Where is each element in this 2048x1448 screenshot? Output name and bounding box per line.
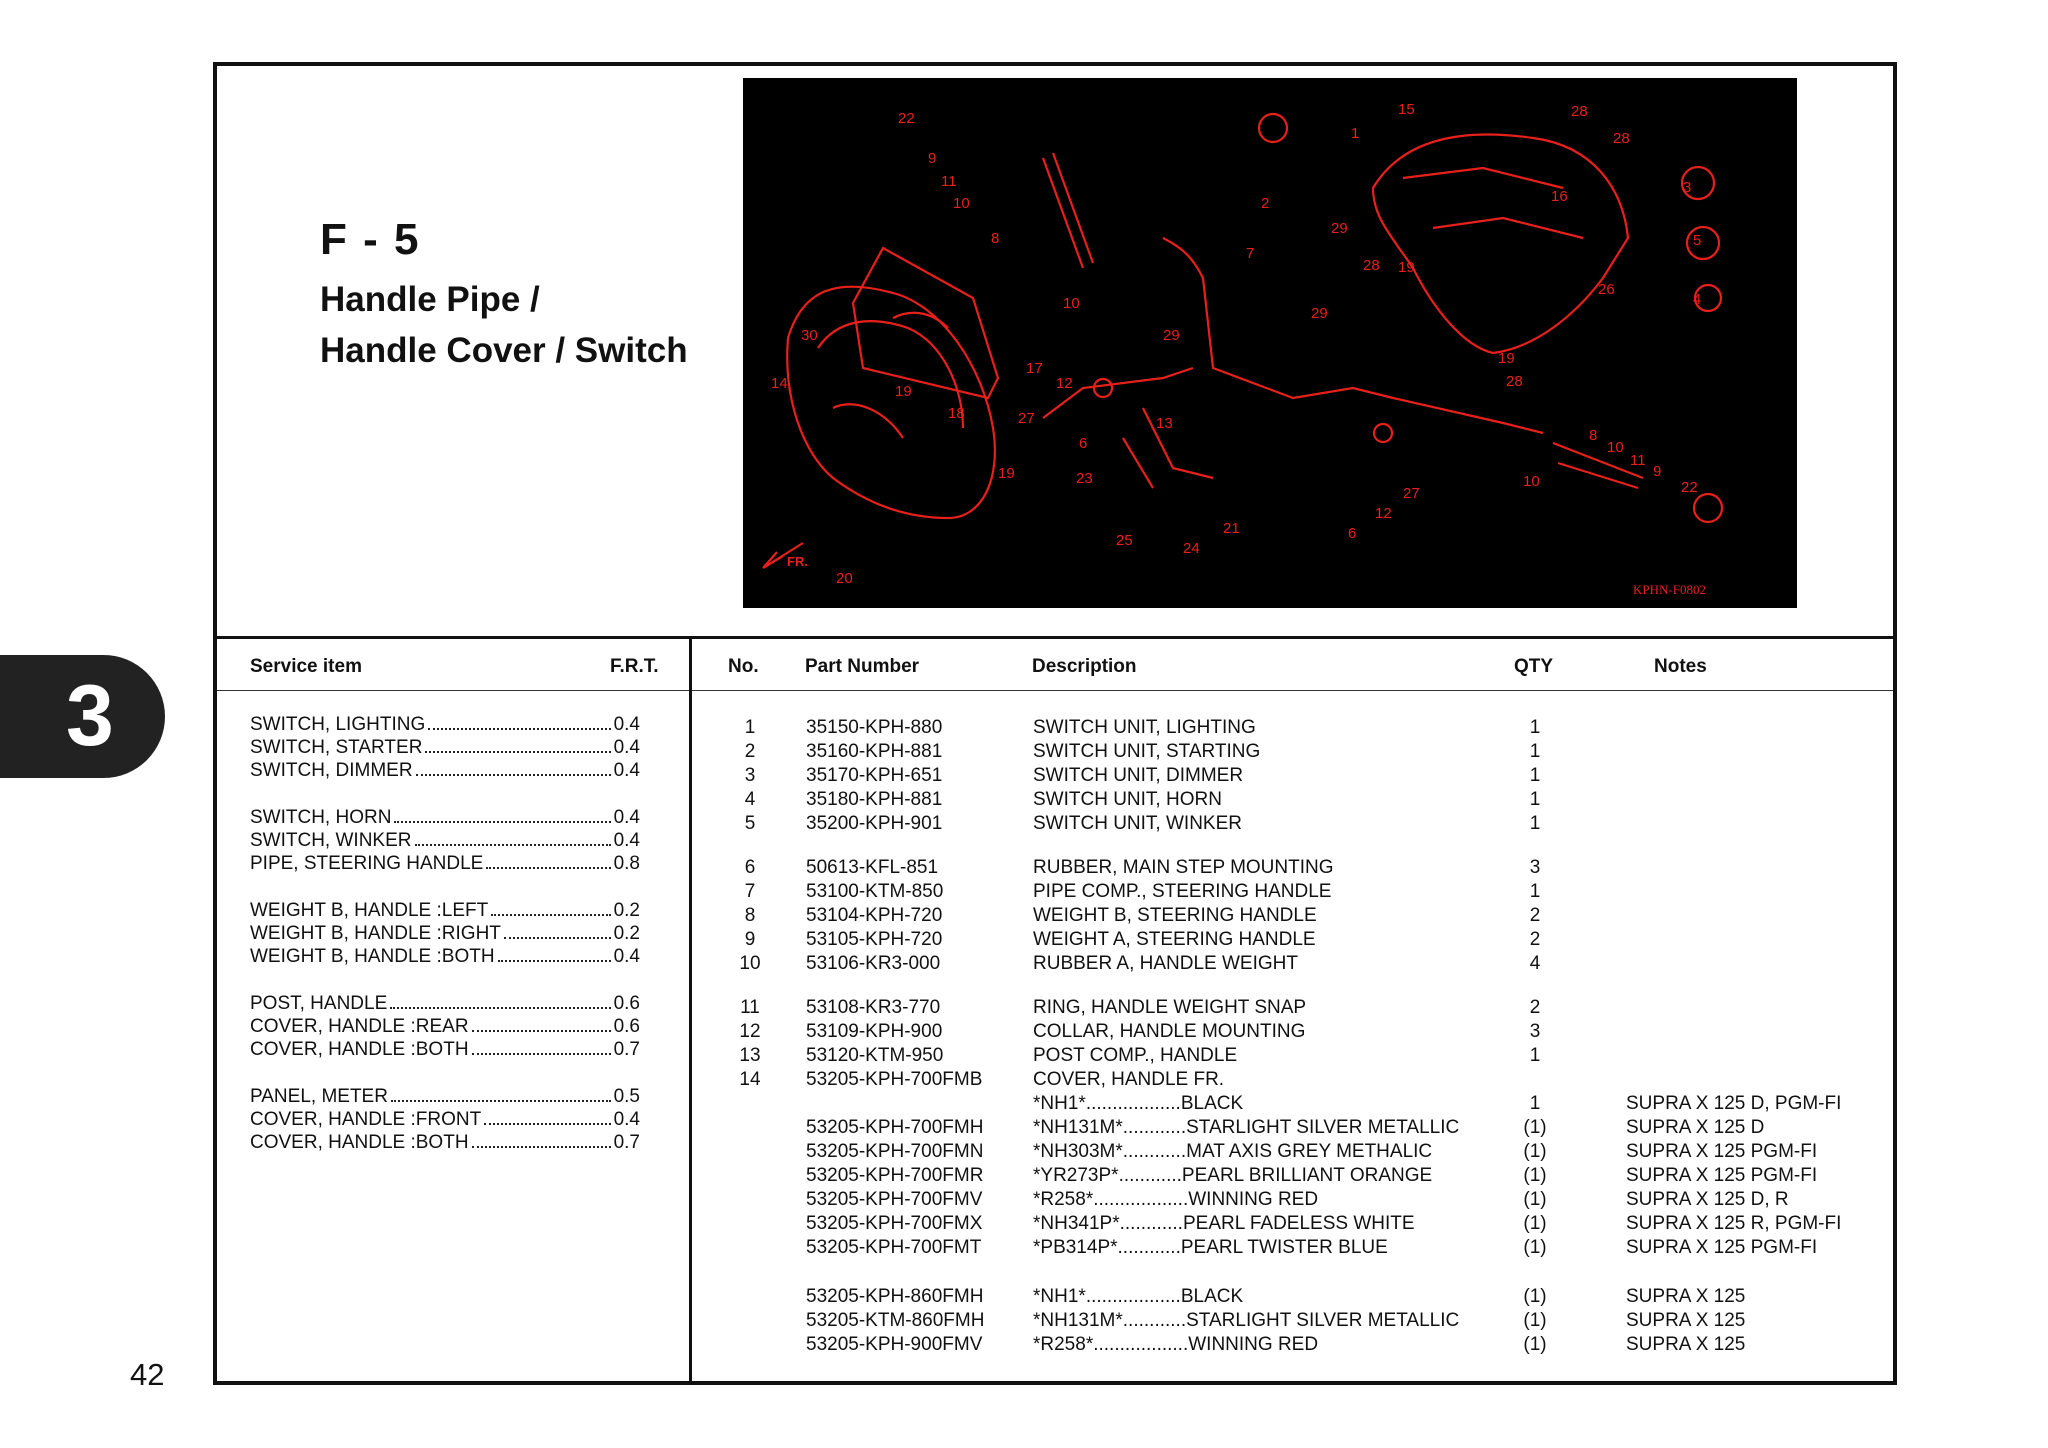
part-description: SWITCH UNIT, LIGHTING bbox=[1033, 717, 1256, 738]
color-variant bbox=[1033, 1237, 1473, 1261]
service-item bbox=[250, 807, 640, 830]
callout-10: 10 bbox=[953, 195, 970, 212]
callout-2: 2 bbox=[1261, 195, 1270, 212]
section-divider bbox=[213, 636, 1897, 639]
qty-header: QTY bbox=[1514, 656, 1554, 677]
service-frt: 0.4 bbox=[613, 760, 640, 781]
part-switch-5 bbox=[1687, 227, 1719, 259]
fr-label: FR. bbox=[787, 554, 808, 569]
color-code: *R258* bbox=[1033, 1334, 1094, 1355]
leader-dots bbox=[504, 937, 611, 939]
callout-13: 13 bbox=[1156, 415, 1173, 432]
part-notes: SUPRA X 125 D bbox=[1626, 1117, 1765, 1138]
part-description: SWITCH UNIT, DIMMER bbox=[1033, 765, 1244, 786]
part-collar-a bbox=[1094, 379, 1112, 397]
color-variant bbox=[1033, 1165, 1473, 1189]
color-name: STARLIGHT SILVER METALLIC bbox=[1186, 1310, 1460, 1331]
callout-28d: 28 bbox=[1506, 373, 1523, 390]
color-name: WINNING RED bbox=[1188, 1189, 1319, 1210]
service-frt: 0.4 bbox=[613, 737, 640, 758]
service-item bbox=[250, 737, 640, 760]
color-name: PEARL FADELESS WHITE bbox=[1182, 1213, 1415, 1234]
leader-dots bbox=[484, 1123, 610, 1125]
callout-20: 20 bbox=[836, 570, 853, 587]
service-frt: 0.8 bbox=[613, 853, 640, 874]
callout-5: 5 bbox=[1693, 232, 1702, 249]
leader-dots: .................. bbox=[1085, 1093, 1181, 1114]
leader-dots bbox=[425, 751, 610, 753]
service-label: SWITCH, LIGHTING bbox=[250, 714, 426, 735]
leader-dots bbox=[428, 728, 610, 730]
leader-dots bbox=[394, 821, 610, 823]
color-name: WINNING RED bbox=[1188, 1334, 1319, 1355]
leader-dots bbox=[415, 844, 611, 846]
service-item bbox=[250, 923, 640, 946]
part-number: 53205-KPH-700FMN bbox=[806, 1141, 984, 1162]
color-variant bbox=[1033, 1117, 1473, 1141]
callout-19d: 19 bbox=[1498, 350, 1515, 367]
part-qty: (1) bbox=[1523, 1165, 1547, 1186]
leader-dots bbox=[472, 1146, 611, 1148]
leader-dots bbox=[416, 774, 611, 776]
service-item bbox=[250, 1132, 640, 1155]
service-item bbox=[250, 830, 640, 853]
part-no: 3 bbox=[744, 765, 756, 786]
callout-9: 9 bbox=[928, 150, 937, 167]
no-header: No. bbox=[728, 656, 759, 677]
service-label: SWITCH, HORN bbox=[250, 807, 392, 828]
callout-19b: 19 bbox=[998, 465, 1015, 482]
diagram-code-label: KPHN-F0802 bbox=[1633, 582, 1706, 597]
color-code: *NH131M* bbox=[1033, 1117, 1123, 1138]
service-label: PANEL, METER bbox=[250, 1086, 388, 1107]
leader-dots: .................. bbox=[1093, 1334, 1189, 1355]
part-notes: SUPRA X 125 bbox=[1626, 1334, 1746, 1355]
part-number-header: Part Number bbox=[805, 656, 920, 677]
callout-9b: 9 bbox=[1653, 463, 1662, 480]
color-variant bbox=[1033, 1213, 1473, 1237]
service-item-header: Service item bbox=[250, 656, 362, 677]
part-no: 12 bbox=[739, 1021, 761, 1042]
part-no: 4 bbox=[744, 789, 756, 810]
callout-12: 12 bbox=[1056, 375, 1073, 392]
callout-19c: 19 bbox=[1398, 259, 1415, 276]
part-number: 35170-KPH-651 bbox=[806, 765, 943, 786]
callout-18: 18 bbox=[948, 405, 965, 422]
part-number: 53120-KTM-950 bbox=[806, 1045, 944, 1066]
service-item bbox=[250, 1039, 640, 1062]
part-qty: 1 bbox=[1529, 765, 1541, 786]
color-code: *R258* bbox=[1033, 1189, 1094, 1210]
callout-21: 21 bbox=[1223, 520, 1240, 537]
rear-cover-outline bbox=[1373, 135, 1628, 353]
color-code: *NH131M* bbox=[1033, 1310, 1123, 1331]
part-number: 53205-KPH-700FMX bbox=[806, 1213, 983, 1234]
part-qty: 1 bbox=[1529, 1093, 1541, 1114]
part-qty: 1 bbox=[1529, 813, 1541, 834]
callout-26: 26 bbox=[1598, 281, 1615, 298]
leader-dots: .................. bbox=[1085, 1286, 1181, 1307]
callout-10b: 10 bbox=[1063, 295, 1080, 312]
service-frt: 0.5 bbox=[613, 1086, 640, 1107]
callout-12b: 12 bbox=[1375, 505, 1392, 522]
service-frt: 0.4 bbox=[613, 714, 640, 735]
part-number: 53205-KPH-700FMB bbox=[806, 1069, 983, 1090]
part-number: 35200-KPH-901 bbox=[806, 813, 943, 834]
service-label: SWITCH, STARTER bbox=[250, 737, 423, 758]
color-variant bbox=[1033, 1286, 1473, 1310]
leader-dots bbox=[472, 1053, 611, 1055]
leader-dots bbox=[391, 1100, 611, 1102]
front-cover-inner bbox=[818, 321, 963, 438]
part-no: 2 bbox=[744, 741, 756, 762]
callout-6: 6 bbox=[1079, 435, 1088, 452]
service-label: SWITCH, WINKER bbox=[250, 830, 412, 851]
part-number: 53105-KPH-720 bbox=[806, 929, 943, 950]
service-label: COVER, HANDLE :BOTH bbox=[250, 1132, 469, 1153]
part-no: 1 bbox=[744, 717, 756, 738]
part-number: 53106-KR3-000 bbox=[806, 953, 941, 974]
part-qty: 1 bbox=[1529, 741, 1541, 762]
part-number: 53205-KTM-860FMH bbox=[806, 1310, 985, 1331]
part-qty: (1) bbox=[1523, 1310, 1547, 1331]
service-label: POST, HANDLE bbox=[250, 993, 388, 1014]
part-notes: SUPRA X 125 bbox=[1626, 1286, 1746, 1307]
callout-10d: 10 bbox=[1523, 473, 1540, 490]
leader-dots: ............ bbox=[1117, 1237, 1181, 1258]
service-frt: 0.6 bbox=[613, 993, 640, 1014]
part-description: PIPE COMP., STEERING HANDLE bbox=[1033, 881, 1332, 902]
part-switch-1 bbox=[1259, 114, 1287, 142]
part-description: SWITCH UNIT, WINKER bbox=[1033, 813, 1242, 834]
description-header: Description bbox=[1032, 656, 1137, 677]
color-code: *NH1* bbox=[1033, 1286, 1086, 1307]
service-label: SWITCH, DIMMER bbox=[250, 760, 413, 781]
part-no: 14 bbox=[739, 1069, 761, 1090]
callout-30: 30 bbox=[801, 327, 818, 344]
service-frt: 0.4 bbox=[613, 830, 640, 851]
part-notes: SUPRA X 125 R, PGM-FI bbox=[1626, 1213, 1842, 1234]
part-number: 53205-KPH-700FMT bbox=[806, 1237, 982, 1258]
color-variant bbox=[1033, 1310, 1473, 1334]
callout-7: 7 bbox=[1246, 245, 1255, 262]
leader-dots: ............ bbox=[1122, 1141, 1187, 1162]
color-code: *NH1* bbox=[1033, 1093, 1086, 1114]
part-qty: 3 bbox=[1529, 857, 1541, 878]
leader-dots bbox=[498, 960, 611, 962]
part-number: 53108-KR3-770 bbox=[806, 997, 941, 1018]
callout-22b: 22 bbox=[1681, 479, 1698, 496]
service-item bbox=[250, 760, 640, 783]
section-title-line2: Handle Cover / Switch bbox=[320, 331, 688, 370]
part-number: 53104-KPH-720 bbox=[806, 905, 943, 926]
callout-29: 29 bbox=[1163, 327, 1180, 344]
part-description: RUBBER A, HANDLE WEIGHT bbox=[1033, 953, 1298, 974]
service-item bbox=[250, 1016, 640, 1039]
service-item bbox=[250, 714, 640, 737]
chapter-tab bbox=[0, 655, 165, 778]
callout-28b: 28 bbox=[1613, 130, 1630, 147]
part-qty: (1) bbox=[1523, 1334, 1547, 1355]
color-code: *NH303M* bbox=[1033, 1141, 1123, 1162]
service-label: WEIGHT B, HANDLE :LEFT bbox=[250, 900, 489, 921]
part-no: 8 bbox=[744, 905, 756, 926]
color-variant bbox=[1033, 1141, 1473, 1165]
service-frt: 0.4 bbox=[613, 1109, 640, 1130]
part-weight-r bbox=[1694, 494, 1722, 522]
color-name: STARLIGHT SILVER METALLIC bbox=[1186, 1117, 1460, 1138]
part-description: RING, HANDLE WEIGHT SNAP bbox=[1033, 997, 1307, 1018]
callout-28c: 28 bbox=[1363, 257, 1380, 274]
part-number: 53205-KPH-900FMV bbox=[806, 1334, 983, 1355]
service-label: PIPE, STEERING HANDLE bbox=[250, 853, 484, 874]
column-divider bbox=[689, 638, 692, 1385]
leader-dots: .................. bbox=[1093, 1189, 1189, 1210]
part-number: 35180-KPH-881 bbox=[806, 789, 943, 810]
service-frt: 0.7 bbox=[613, 1039, 640, 1060]
part-qty: 1 bbox=[1529, 1045, 1541, 1066]
service-label: COVER, HANDLE :REAR bbox=[250, 1016, 469, 1037]
notes-header: Notes bbox=[1654, 656, 1707, 677]
callout-1: 1 bbox=[1351, 125, 1360, 142]
handle-pipe bbox=[1163, 238, 1543, 433]
part-description: POST COMP., HANDLE bbox=[1033, 1045, 1238, 1066]
callout-3: 3 bbox=[1683, 179, 1692, 196]
part-no: 5 bbox=[744, 813, 756, 834]
part-qty: 2 bbox=[1529, 905, 1541, 926]
callout-6b: 6 bbox=[1348, 525, 1357, 542]
part-no: 9 bbox=[744, 929, 756, 950]
part-notes: SUPRA X 125 D, PGM-FI bbox=[1626, 1093, 1842, 1114]
section-title-line1: Handle Pipe / bbox=[320, 280, 540, 319]
callout-27b: 27 bbox=[1403, 485, 1420, 502]
callout-22: 22 bbox=[898, 110, 915, 127]
service-frt: 0.7 bbox=[613, 1132, 640, 1153]
color-name: MAT AXIS GREY METHALIC bbox=[1186, 1141, 1433, 1162]
part-description: COLLAR, HANDLE MOUNTING bbox=[1033, 1021, 1306, 1042]
color-code: *YR273P* bbox=[1033, 1165, 1119, 1186]
part-description: WEIGHT A, STEERING HANDLE bbox=[1033, 929, 1316, 950]
color-code: *NH341P* bbox=[1033, 1213, 1120, 1234]
callout-4: 4 bbox=[1693, 291, 1702, 308]
part-no: 11 bbox=[740, 997, 760, 1018]
left-weight bbox=[1043, 153, 1093, 268]
callout-25: 25 bbox=[1116, 532, 1133, 549]
leader-dots bbox=[472, 1030, 611, 1032]
service-frt: 0.2 bbox=[613, 923, 640, 944]
part-description: SWITCH UNIT, HORN bbox=[1033, 789, 1222, 810]
color-variant bbox=[1033, 1093, 1473, 1117]
callout-14: 14 bbox=[771, 375, 788, 392]
part-notes: SUPRA X 125 PGM-FI bbox=[1626, 1237, 1818, 1258]
part-collar-b bbox=[1374, 424, 1392, 442]
callout-27: 27 bbox=[1018, 410, 1035, 427]
color-variant bbox=[1033, 1189, 1473, 1213]
part-number: 53205-KPH-860FMH bbox=[806, 1286, 984, 1307]
color-variant bbox=[1033, 1334, 1473, 1358]
leader-dots: ............ bbox=[1122, 1117, 1187, 1138]
part-number: 53109-KPH-900 bbox=[806, 1021, 943, 1042]
diagram-svg bbox=[743, 78, 1797, 608]
part-notes: SUPRA X 125 PGM-FI bbox=[1626, 1141, 1818, 1162]
callout-15: 15 bbox=[1398, 101, 1415, 118]
service-item bbox=[250, 993, 640, 1016]
part-no: 10 bbox=[739, 953, 761, 974]
part-qty: (1) bbox=[1523, 1286, 1547, 1307]
callout-11: 11 bbox=[941, 173, 957, 190]
service-frt: 0.2 bbox=[613, 900, 640, 921]
part-qty: (1) bbox=[1523, 1213, 1547, 1234]
service-label: WEIGHT B, HANDLE :RIGHT bbox=[250, 923, 501, 944]
part-number: 53205-KPH-700FMR bbox=[806, 1165, 984, 1186]
part-notes: SUPRA X 125 bbox=[1626, 1310, 1746, 1331]
part-number: 53205-KPH-700FMH bbox=[806, 1117, 984, 1138]
part-qty: 3 bbox=[1529, 1021, 1541, 1042]
part-description: RUBBER, MAIN STEP MOUNTING bbox=[1033, 857, 1334, 878]
callout-8: 8 bbox=[991, 230, 1000, 247]
part-qty: 4 bbox=[1529, 953, 1541, 974]
part-no: 13 bbox=[739, 1045, 761, 1066]
part-qty: 1 bbox=[1529, 717, 1541, 738]
part-no: 6 bbox=[744, 857, 756, 878]
color-name: PEARL BRILLIANT ORANGE bbox=[1181, 1165, 1433, 1186]
service-label: COVER, HANDLE :FRONT bbox=[250, 1109, 482, 1130]
service-label: COVER, HANDLE :BOTH bbox=[250, 1039, 469, 1060]
leader-dots: ............ bbox=[1118, 1165, 1182, 1186]
callout-29b: 29 bbox=[1331, 220, 1348, 237]
part-number: 53100-KTM-850 bbox=[806, 881, 944, 902]
service-item bbox=[250, 1109, 640, 1132]
color-name: BLACK bbox=[1180, 1093, 1244, 1114]
part-description: COVER, HANDLE FR. bbox=[1033, 1069, 1225, 1090]
part-description: SWITCH UNIT, STARTING bbox=[1033, 741, 1261, 762]
part-notes: SUPRA X 125 D, R bbox=[1626, 1189, 1789, 1210]
callout-23: 23 bbox=[1076, 470, 1093, 487]
leader-dots bbox=[491, 914, 610, 916]
service-item bbox=[250, 900, 640, 923]
callout-11b: 11 bbox=[1630, 452, 1646, 469]
part-qty: 1 bbox=[1529, 789, 1541, 810]
service-frt: 0.6 bbox=[613, 1016, 640, 1037]
front-cover-outline bbox=[787, 287, 995, 518]
service-item bbox=[250, 1086, 640, 1109]
service-item bbox=[250, 853, 640, 876]
part-number: 35160-KPH-881 bbox=[806, 741, 943, 762]
color-name: PEARL TWISTER BLUE bbox=[1180, 1237, 1388, 1258]
part-description: WEIGHT B, STEERING HANDLE bbox=[1033, 905, 1317, 926]
part-qty: 2 bbox=[1529, 929, 1541, 950]
callout-17: 17 bbox=[1026, 360, 1043, 377]
service-item bbox=[250, 946, 640, 969]
section-code: F - 5 bbox=[320, 215, 421, 264]
part-qty: (1) bbox=[1523, 1237, 1547, 1258]
leader-dots: ............ bbox=[1122, 1310, 1187, 1331]
part-number: 50613-KFL-851 bbox=[806, 857, 939, 878]
part-notes: SUPRA X 125 PGM-FI bbox=[1626, 1165, 1818, 1186]
exploded-parts-diagram bbox=[743, 78, 1797, 608]
color-name: BLACK bbox=[1180, 1286, 1244, 1307]
part-qty: 1 bbox=[1529, 881, 1541, 902]
part-number: 35150-KPH-880 bbox=[806, 717, 943, 738]
frt-header: F.R.T. bbox=[610, 656, 659, 677]
part-qty: (1) bbox=[1523, 1141, 1547, 1162]
part-no: 7 bbox=[744, 881, 756, 902]
callout-28: 28 bbox=[1571, 103, 1588, 120]
leader-dots: ............ bbox=[1119, 1213, 1183, 1234]
color-code: *PB314P* bbox=[1033, 1237, 1118, 1258]
callout-24: 24 bbox=[1183, 540, 1200, 557]
callout-8b: 8 bbox=[1589, 427, 1598, 444]
table-header-rule bbox=[217, 690, 1893, 691]
callout-16: 16 bbox=[1551, 188, 1568, 205]
callout-29c: 29 bbox=[1311, 305, 1328, 322]
service-frt: 0.4 bbox=[613, 946, 640, 967]
callout-19: 19 bbox=[895, 383, 912, 400]
service-label: WEIGHT B, HANDLE :BOTH bbox=[250, 946, 495, 967]
service-frt: 0.4 bbox=[613, 807, 640, 828]
page-number: 42 bbox=[130, 1357, 165, 1392]
chapter-number: 3 bbox=[66, 668, 114, 764]
part-qty: 2 bbox=[1529, 997, 1541, 1018]
leader-dots bbox=[390, 1007, 610, 1009]
part-qty: (1) bbox=[1523, 1117, 1547, 1138]
part-qty: (1) bbox=[1523, 1189, 1547, 1210]
leader-dots bbox=[486, 867, 610, 869]
part-number: 53205-KPH-700FMV bbox=[806, 1189, 983, 1210]
callout-10c: 10 bbox=[1607, 439, 1624, 456]
